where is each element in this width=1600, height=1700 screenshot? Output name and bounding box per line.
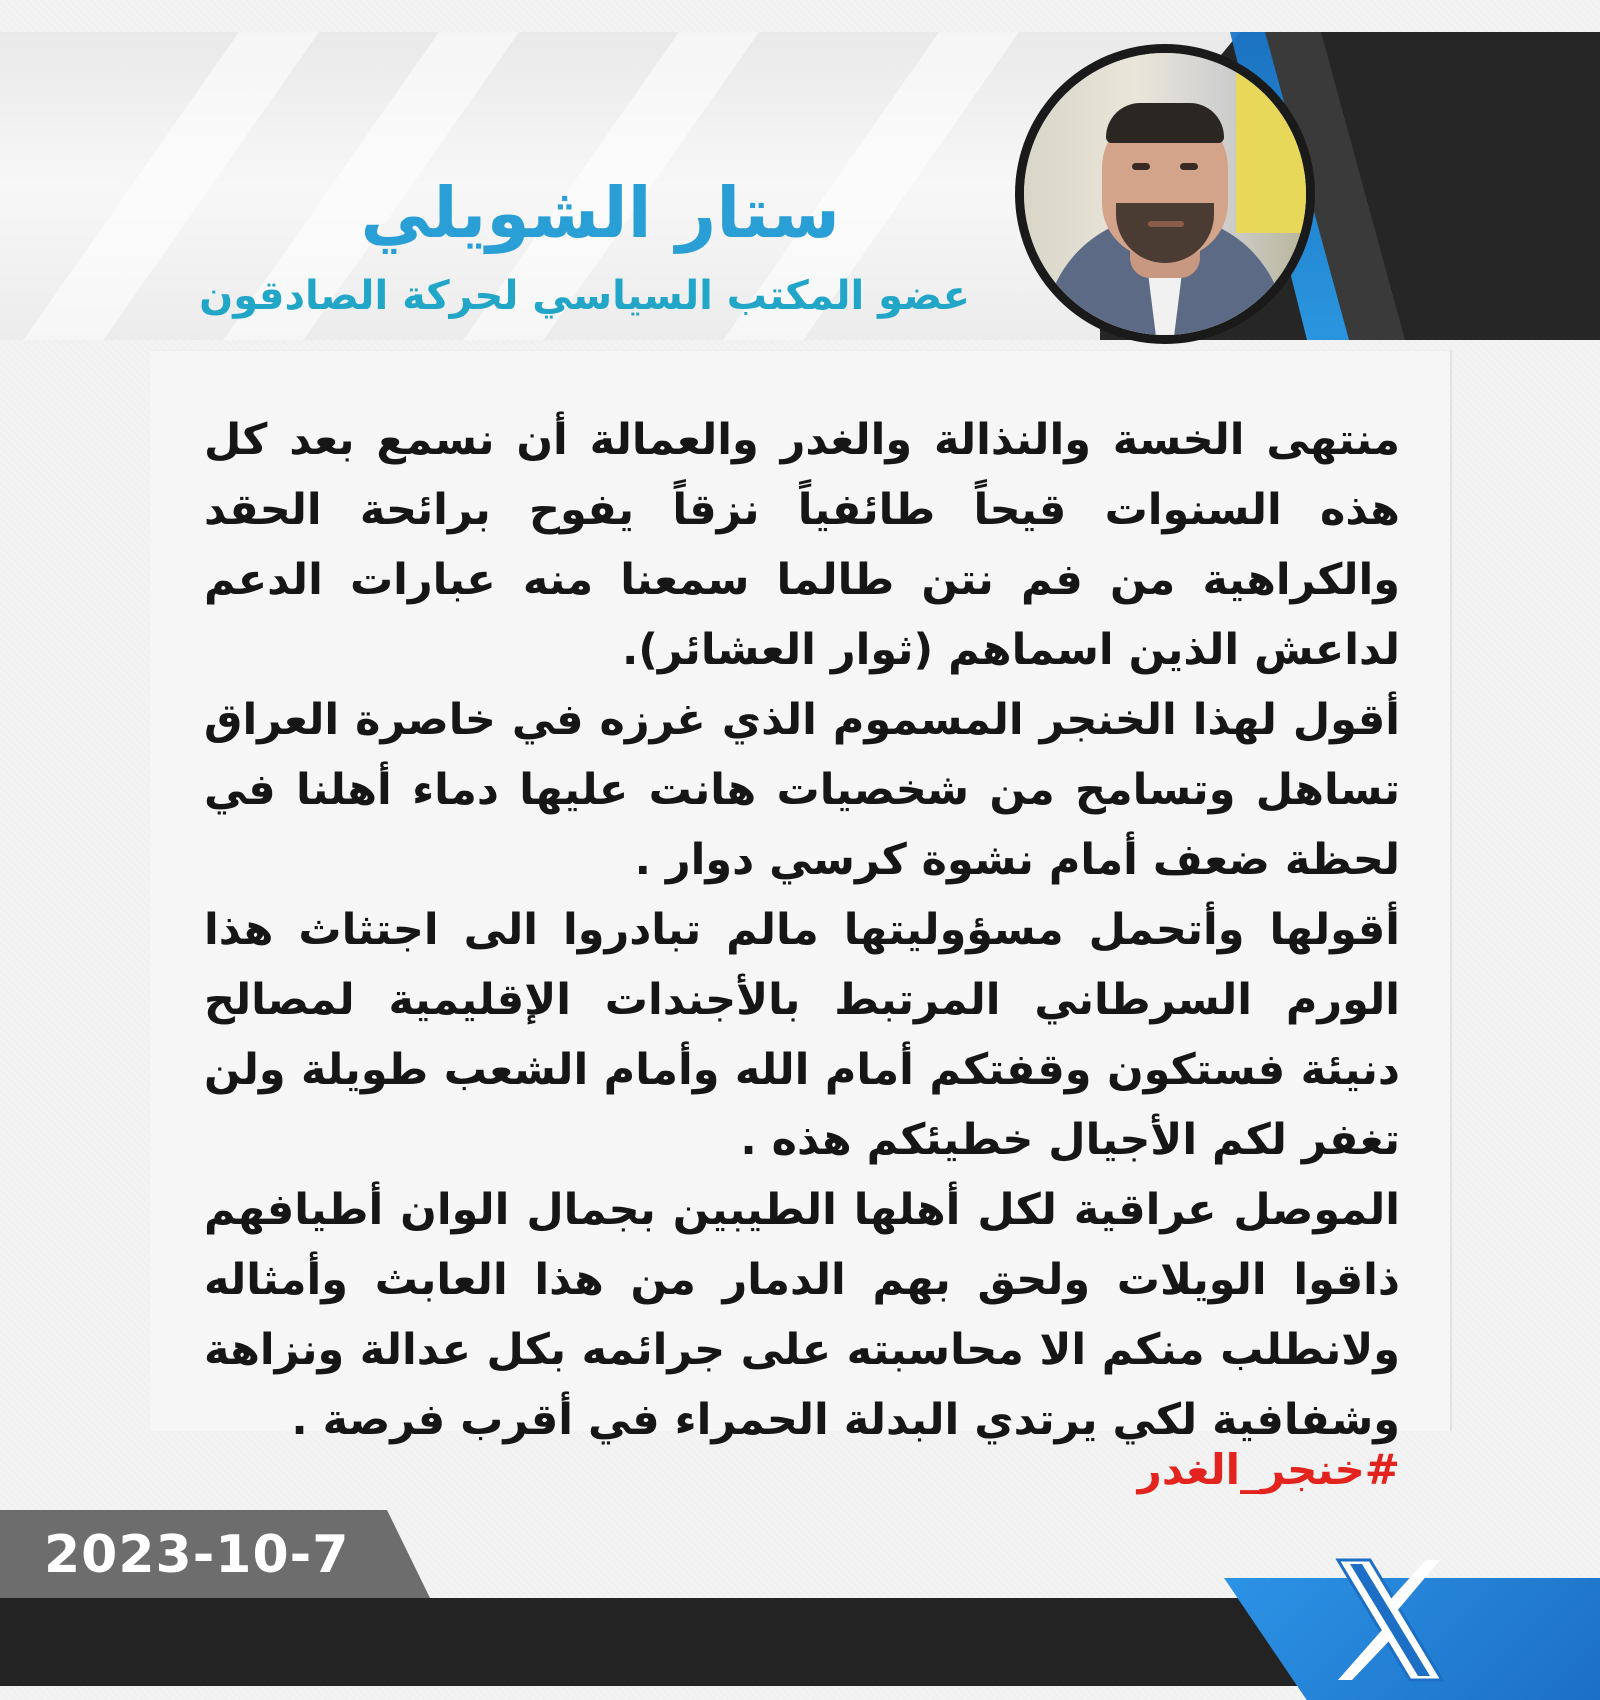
avatar-hair [1106,103,1224,143]
statement-text [204,405,1400,1455]
avatar-mouth [1148,221,1184,227]
person-name: ستار الشويلي [360,172,840,254]
avatar [1024,53,1306,335]
statement-paragraph: منتهى الخسة والنذالة والغدر والعمالة أن نسمع بعد كل هذه السنوات قيحاً طائفياً نزقاً يفوح برائحة الحقد والكراهية من فم نتن طالما سمعنا منه عبارات الدعم لداعش الذين اسماهم (ثوار العشائر). [204,415,1400,675]
avatar-eye [1180,163,1198,170]
x-logo-icon[interactable] [1330,1550,1450,1690]
hashtag-link[interactable]: #خنجر_الغدر [1137,1445,1400,1494]
person-title: عضو المكتب السياسي لحركة الصادقون [199,273,970,319]
post-date: 2023-10-7 [44,1525,350,1585]
avatar-background-poster [1236,73,1306,233]
avatar-eye [1132,163,1150,170]
statement-paragraph: أقولها وأتحمل مسؤوليتها مالم تبادروا الى اجتثاث هذا الورم السرطاني المرتبط بالأجندات الإقليمية لمصالح دنيئة فستكون وقفتكم أمام الله وأمام الشعب طويلة ولن تغفر لكم الأجيال خطيئكم هذه . [204,905,1400,1165]
statement-paragraph: أقول لهذا الخنجر المسموم الذي غرزه في خاصرة العراق تساهل وتسامح من شخصيات هانت عليها دماء أهلنا في لحظة ضعف أمام نشوة كرسي دوار . [204,695,1400,885]
statement-paragraph: الموصل عراقية لكل أهلها الطيبين بجمال الوان أطيافهم ذاقوا الويلات ولحق بهم الدمار من هذا العابث وأمثاله ولانطلب منكم الا محاسبته على جرائمه بكل عدالة ونزاهة وشفافية لكي يرتدي البدلة الحمراء في أقرب فرصة . [204,1185,1400,1445]
